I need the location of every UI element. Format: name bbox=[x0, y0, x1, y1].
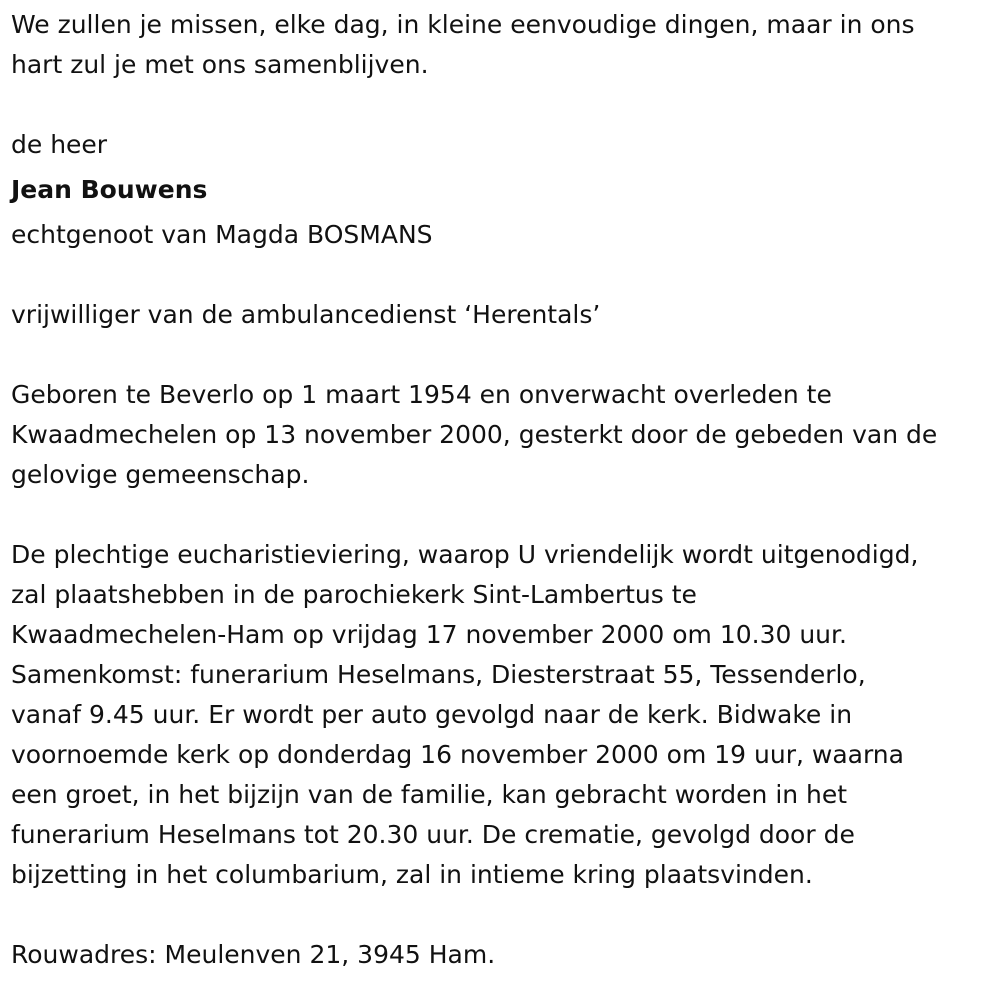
ceremony-line: zal plaatshebben in de parochiekerk Sint-Lambertus te bbox=[11, 580, 697, 609]
quote-line: hart zul je met ons samenblijven. bbox=[11, 50, 429, 79]
mourning-address: Rouwadres: Meulenven 21, 3945 Ham. bbox=[11, 940, 496, 969]
ceremony-line: Kwaadmechelen-Ham op vrijdag 17 november 2000 om 10.30 uur. bbox=[11, 620, 847, 649]
spouse-line: echtgenoot van Magda BOSMANS bbox=[11, 220, 433, 249]
birth-death-line: gelovige gemeenschap. bbox=[11, 460, 310, 489]
birth-death-paragraph bbox=[11, 375, 990, 495]
ceremony-line: een groet, in het bijzijn van de familie, kan gebracht worden in het bbox=[11, 780, 848, 809]
volunteer-line: vrijwilliger van de ambulancedienst ‘Herentals’ bbox=[11, 300, 601, 329]
quote-line: We zullen je missen, elke dag, in kleine eenvoudige dingen, maar in ons bbox=[11, 10, 915, 39]
birth-death-line: Geboren te Beverlo op 1 maart 1954 en onverwacht overleden te bbox=[11, 380, 832, 409]
deceased-name: Jean Bouwens bbox=[11, 175, 208, 204]
title-prefix: de heer bbox=[11, 130, 108, 159]
ceremony-line: Samenkomst: funerarium Heselmans, Diesterstraat 55, Tessenderlo, bbox=[11, 660, 866, 689]
birth-death-line: Kwaadmechelen op 13 november 2000, gesterkt door de gebeden van de bbox=[11, 420, 938, 449]
ceremony-line: voornoemde kerk op donderdag 16 november 2000 om 19 uur, waarna bbox=[11, 740, 904, 769]
ceremony-line: bijzetting in het columbarium, zal in intieme kring plaatsvinden. bbox=[11, 860, 813, 889]
ceremony-line: funerarium Heselmans tot 20.30 uur. De crematie, gevolgd door de bbox=[11, 820, 855, 849]
opening-quote bbox=[11, 5, 990, 85]
ceremony-paragraph bbox=[11, 535, 990, 895]
ceremony-line: vanaf 9.45 uur. Er wordt per auto gevolgd naar de kerk. Bidwake in bbox=[11, 700, 853, 729]
ceremony-line: De plechtige eucharistieviering, waarop U vriendelijk wordt uitgenodigd, bbox=[11, 540, 919, 569]
